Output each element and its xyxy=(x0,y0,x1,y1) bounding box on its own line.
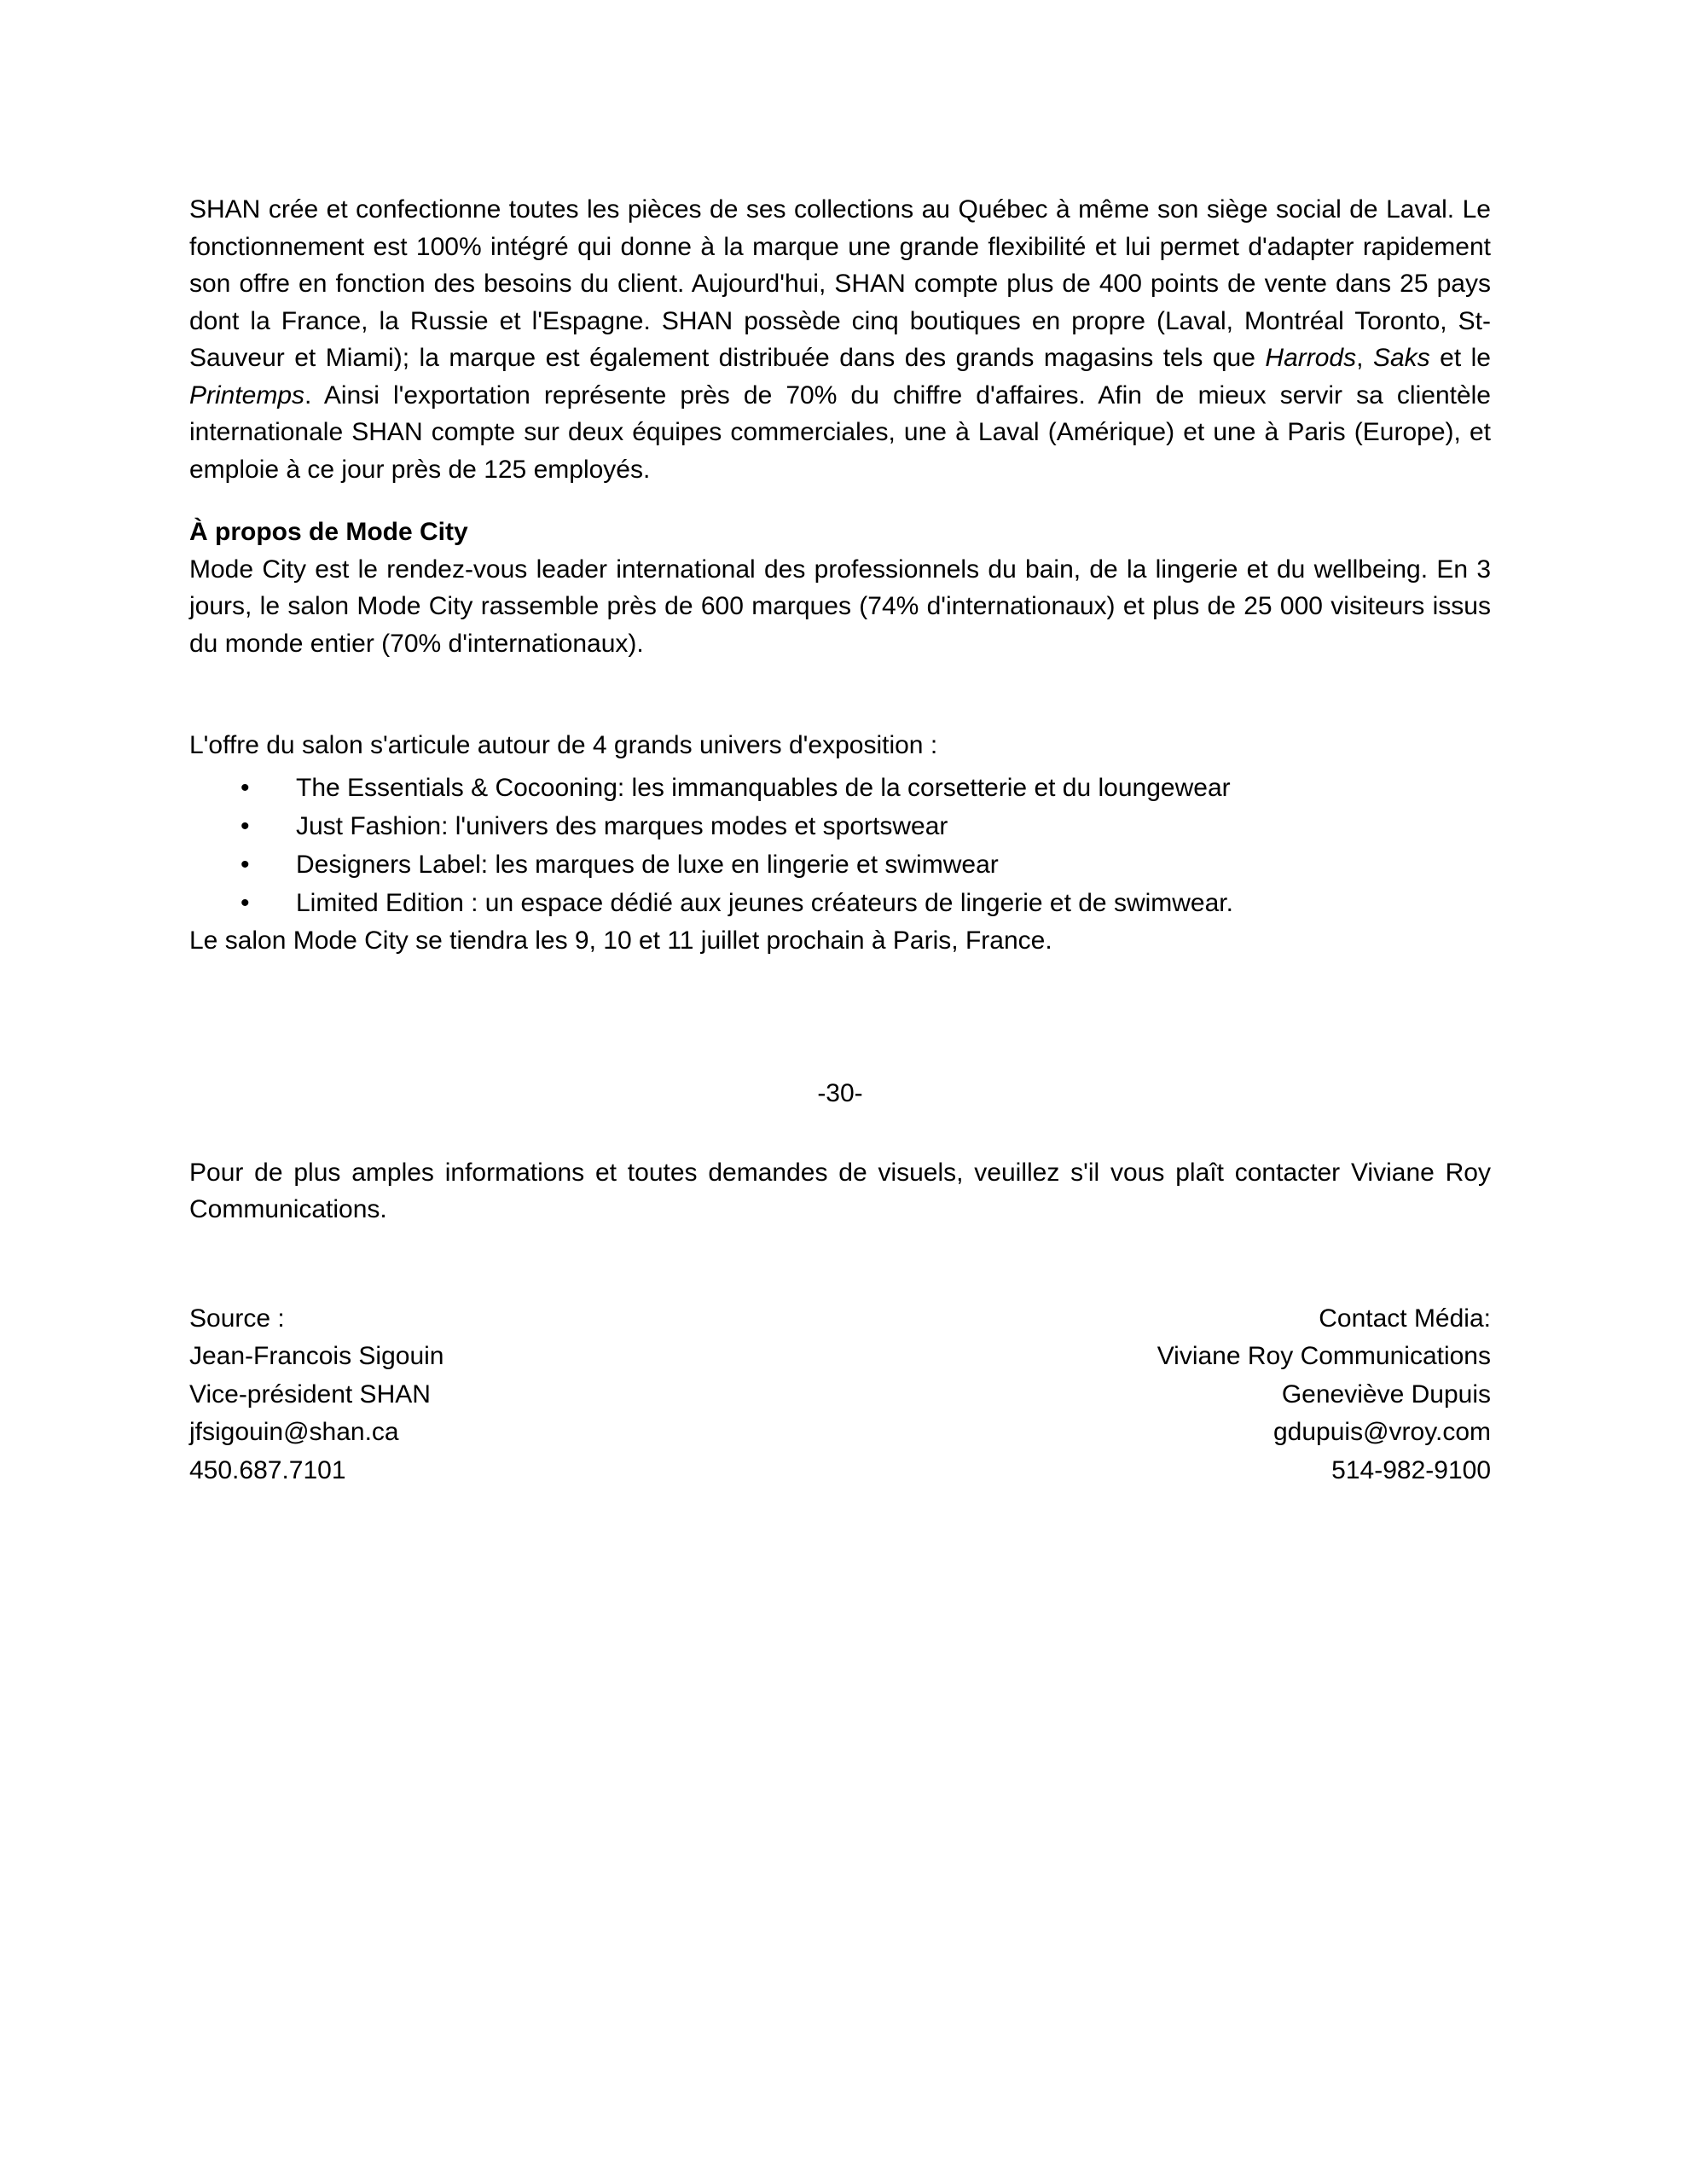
offer-intro-line: L'offre du salon s'articule autour de 4 grands univers d'exposition : xyxy=(189,731,938,759)
store-name-printemps: Printemps xyxy=(189,380,305,410)
media-name: Geneviève Dupuis xyxy=(1281,1380,1491,1409)
store-name-harrods: Harrods xyxy=(1265,344,1357,372)
source-block xyxy=(189,1300,444,1490)
media-contact-block xyxy=(1157,1300,1491,1490)
media-email: gdupuis@vroy.com xyxy=(1273,1418,1491,1446)
intro-text-3: et le xyxy=(1429,344,1491,372)
bullet-icon: • xyxy=(241,850,250,879)
media-company: Viviane Roy Communications xyxy=(1157,1342,1491,1370)
intro-text-2: , xyxy=(1356,344,1373,372)
list-item-label: Just Fashion: l'univers des marques modes et sportswear xyxy=(296,811,948,840)
list-item-label: Designers Label: les marques de luxe en lingerie et swimwear xyxy=(296,850,999,879)
list-item-designers-label xyxy=(241,845,1491,884)
intro-text-1: SHAN crée et confectionne toutes les pièces de ses collections au Québec à même son siège social de Laval. Le fonctionnement est 100% intégré qui donne à la marque une grande flexibilité et lui permet d'adapter rapidement son offre en fonction des besoins du client. Aujourd'hui, SHAN compte plus de 400 points de vente dans 25 pays dont la France, la Russie et l'Espagne. SHAN possède cinq boutiques en propre (Laval, Montréal Toronto, St-Sauveur et Miami); la marque est également distribuée dans des grands magasins tels que xyxy=(189,195,1491,372)
intro-paragraph xyxy=(189,191,1491,488)
list-item-essentials-cocooning xyxy=(241,769,1491,807)
about-mode-city-paragraph: Mode City est le rendez-vous leader international des professionnels du bain, de la lingerie et du wellbeing. En 3 jours, le salon Mode City rassemble près de 600 marques (74% d'internationaux) et plus de 25 000 visiteurs issus du monde entier (70% d'internationaux). xyxy=(189,555,1491,658)
universe-list xyxy=(189,769,1491,922)
source-label: Source : xyxy=(189,1304,285,1333)
intro-text-4: . Ainsi l'exportation représente près de 70% du chiffre d'affaires. Afin de mieux servir sa clientèle internationale SHAN compte sur deux équipes commerciales, une à Laval (Amérique) et une à Paris (Europe), et emploie à ce jour près de 125 employés. xyxy=(189,380,1491,484)
sign-off-30: -30- xyxy=(817,1079,863,1107)
salon-dates-line: Le salon Mode City se tiendra les 9, 10 et 11 juillet prochain à Paris, France. xyxy=(189,926,1052,955)
media-label: Contact Média: xyxy=(1319,1304,1491,1333)
source-name: Jean-Francois Sigouin xyxy=(189,1342,444,1370)
bullet-icon: • xyxy=(241,773,250,802)
media-phone: 514-982-9100 xyxy=(1331,1455,1491,1484)
bullet-icon: • xyxy=(241,811,250,840)
bullet-icon: • xyxy=(241,888,250,917)
source-email: jfsigouin@shan.ca xyxy=(189,1418,399,1446)
contact-row xyxy=(189,1300,1491,1490)
source-title: Vice-président SHAN xyxy=(189,1380,431,1409)
contact-note-paragraph: Pour de plus amples informations et toutes demandes de visuels, veuillez s'il vous plaît contacter Viviane Roy Communications. xyxy=(189,1158,1491,1223)
source-phone: 450.687.7101 xyxy=(189,1455,346,1484)
list-item-label: Limited Edition : un espace dédié aux jeunes créateurs de lingerie et de swimwear. xyxy=(296,888,1233,917)
list-item-just-fashion xyxy=(241,807,1491,845)
store-name-saks: Saks xyxy=(1372,344,1430,372)
list-item-limited-edition xyxy=(241,884,1491,922)
about-mode-city-heading: À propos de Mode City xyxy=(189,518,468,546)
list-item-label: The Essentials & Cocooning: les immanquables de la corsetterie et du loungewear xyxy=(296,773,1231,802)
